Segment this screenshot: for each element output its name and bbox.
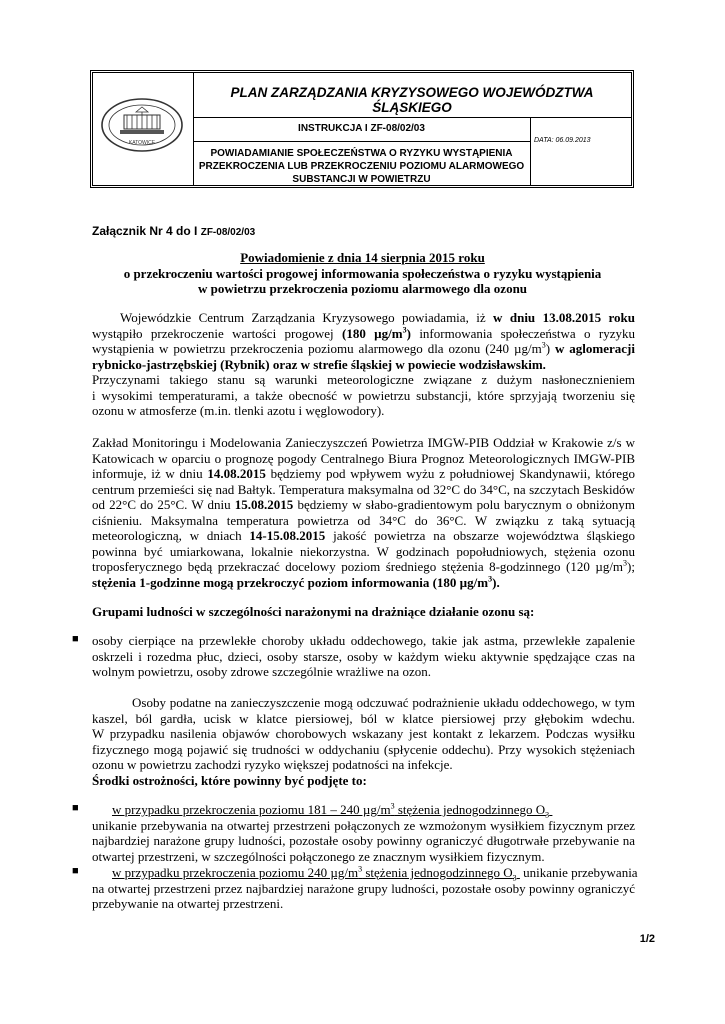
text-line: i wysokimi temperaturami, a także obecność w powietrzu substancji, które sprzyjają tworzeniu się — [92, 387, 635, 403]
bullet-threshold-240 — [92, 864, 638, 912]
text-line: meteorologiczną, w dniach 14-15.08.2015 jakość powietrza na obszarze województwa śląskiego — [92, 528, 635, 543]
text-line: Osoby podatne na zanieczyszczenie mogą odczuwać podrażnienie układu oddechowego, w tym — [132, 695, 635, 710]
text-line: oskrzeli i rozedma płuc, dzieci, osoby starsze, osoby w każdym wieku aktywnie spędzające czas na — [92, 648, 635, 664]
paragraph-forecast — [92, 435, 635, 590]
document-date: DATA: 06.09.2013 — [534, 137, 591, 144]
text-line: przebywanie na otwartej przestrzeni. — [92, 896, 284, 911]
precautions-heading: Środki ostrożności, które powinny być podjęte to: — [92, 773, 367, 788]
paragraph-symptoms — [92, 695, 635, 773]
text-line: otwartej przestrzeni, w szczególności połączonego ze znacznym wysiłkiem fizycznym. — [92, 848, 545, 864]
document-header — [90, 70, 634, 188]
text-line: najbardziej narażone grupy ludności, pozostałe osoby powinny ograniczyć długotrwałe przebywanie na — [92, 833, 635, 848]
text-line: informuje, iż w dniu 14.08.2015 będziemy pod wpływem wyżu z południowej Skandynawii, którego — [92, 466, 635, 481]
text-line: kaszel, ból gardła, ucisk w klatce piersiowej, ból w klatce piersiowej przy głębokim wdechu. — [92, 710, 635, 726]
text-line: ozonu w powietrzu zachodzi ryzyko większej podatności na infekcje. — [92, 757, 453, 772]
text-line: Wojewódzkie Centrum Zarządzania Kryzysowego powiadamia, iż w dniu 13.08.2015 roku — [120, 310, 635, 325]
text-line: wolnym powietrzu, osoby zdrowe szczególnie wrażliwe na ozon. — [92, 664, 431, 679]
text-line: Katowicach w oparciu o prognozę pogody Centralnego Biura Prognoz Meteorologicznych IMGW-PIB — [92, 450, 635, 466]
text-line: Przyczynami takiego stanu są warunki meteorologiczne związane z dużym nasłonecznieniem — [92, 372, 635, 387]
text-line: w przypadku przekroczenia poziomu 240 $\mu g/m^3$ stężenia jednogodzinnego $O_3$ unikanie przebywania — [112, 864, 638, 883]
paragraph-alert — [92, 310, 635, 419]
bullet-icon: ■ — [72, 633, 79, 645]
voivodeship-logo — [100, 97, 184, 153]
text-line: fizycznego mogą pojawić się trudności w oddychaniu (spłycenie oddechu). Przy wysokich stężeniach — [92, 741, 635, 757]
text-line: ciśnieniu. Maksymalna temperatura powietrza od 34°C do 36°C. W związku z taką sytuacją — [92, 512, 635, 528]
text-line: od 22°C do 25°C. W dniu 15.08.2015 będziemy w słabo-gradientowym polu barycznym o obniżonym — [92, 497, 635, 512]
plan-title: PLAN ZARZĄDZANIA KRYZYSOWEGO WOJEWÓDZTWA ŚLĄSKIEGO — [230, 85, 594, 115]
groups-heading: Grupami ludności w szczególności narażonymi na drażniące działanie ozonu są: — [92, 604, 535, 619]
attachment-code: ZF-08/02/03 — [200, 227, 256, 238]
text-line: na otwartej przestrzeni przez najbardziej narażone grupy ludności, pozostałe osoby powinny ograniczyć — [92, 880, 635, 896]
text-line: W przypadku nasilenia objawów chorobowych wskazany jest kontakt z lekarzem. Podczas wysiłku — [92, 726, 635, 741]
text-line: troposferycznego będą przekraczać docelowy poziom średniego stężenia 8-godzinnego (120 $\mu g/m^3$); — [92, 558, 635, 574]
bullet-sensitive-groups — [92, 633, 635, 680]
title-line: o przekroczeniu wartości progowej informowania społeczeństwa o ryzyku wystąpienia — [123, 265, 602, 281]
instruction-subject — [193, 147, 530, 186]
text-line: powinna być umiarkowana, lokalnie niekorzystna. W godzinach popołudniowych, stężenia ozonu — [92, 543, 635, 559]
title-line: w powietrzu przekroczenia poziomu alarmowego dla ozonu — [197, 281, 528, 296]
header-divider — [193, 117, 631, 118]
instruction-code: INSTRUKCJA I ZF-08/02/03 — [298, 123, 425, 134]
header-divider — [193, 141, 530, 142]
text-line: centrum przemieści się nad Bałtyk. Temperatura maksymalna od 32°C do 34°C, na szczytach Beskidów — [92, 481, 635, 497]
text-line: wystąpiło przekroczenie wartości progowej (180 $\mu g/m^3$) informowania społeczeństwa o ryzyku — [92, 325, 635, 341]
attachment-text: Załącznik Nr 4 do I — [92, 224, 198, 238]
text-line: stężenia 1-godzinne mogą przekroczyć poziom informowania (180 $\mu g/m^3$). — [92, 574, 500, 590]
attachment-label — [92, 224, 255, 238]
subject-line: PRZEKROCZENIA LUB PRZEKROCZENIU POZIOMU ALARMOWEGO — [198, 161, 525, 172]
text-line: rybnicko-jastrzębskiej (Rybnik) oraz w strefie śląskiej w powiecie wodzisławskim. — [92, 356, 546, 372]
header-divider — [530, 117, 531, 185]
text-line: wystąpienia w powietrzu przekroczenia poziomu alarmowego dla ozonu (240 $\mu g/m^3$) w aglomeracji — [92, 340, 635, 356]
text-line: ozonu w atmosferze (m.in. tlenki azotu i węglowodory). — [92, 403, 385, 418]
title-line: Powiadomienie z dnia 14 sierpnia 2015 roku — [240, 250, 485, 265]
logo-text: KATOWICE — [128, 140, 156, 146]
text-line: osoby cierpiące na przewlekłe choroby układu oddechowego, takie jak astma, przewlekłe zapalenie — [92, 633, 635, 648]
bullet-icon: ■ — [72, 802, 79, 814]
subject-line: POWIADAMIANIE SPOŁECZEŃSTWA O RYZYKU WYSTĄPIENIA — [210, 148, 513, 159]
page-number: 1/2 — [639, 933, 655, 945]
notice-title — [90, 250, 635, 297]
text-line: unikanie przebywania na otwartej przestrzeni połączonych ze wzmożonym wysiłkiem fizycznym przez — [92, 817, 635, 833]
bullet-threshold-181-240 — [92, 802, 635, 864]
bullet-icon: ■ — [72, 865, 79, 877]
text-line: w przypadku przekroczenia poziomu 181 – 240 $\mu g/m^3$ stężenia jednogodzinnego $O_3$ — [112, 801, 550, 820]
subject-line: SUBSTANCJI W POWIETRZU — [292, 174, 431, 185]
text-line: Zakład Monitoringu i Modelowania Zanieczyszczeń Powietrza IMGW-PIB Oddział w Krakowie z/s w — [92, 435, 635, 450]
